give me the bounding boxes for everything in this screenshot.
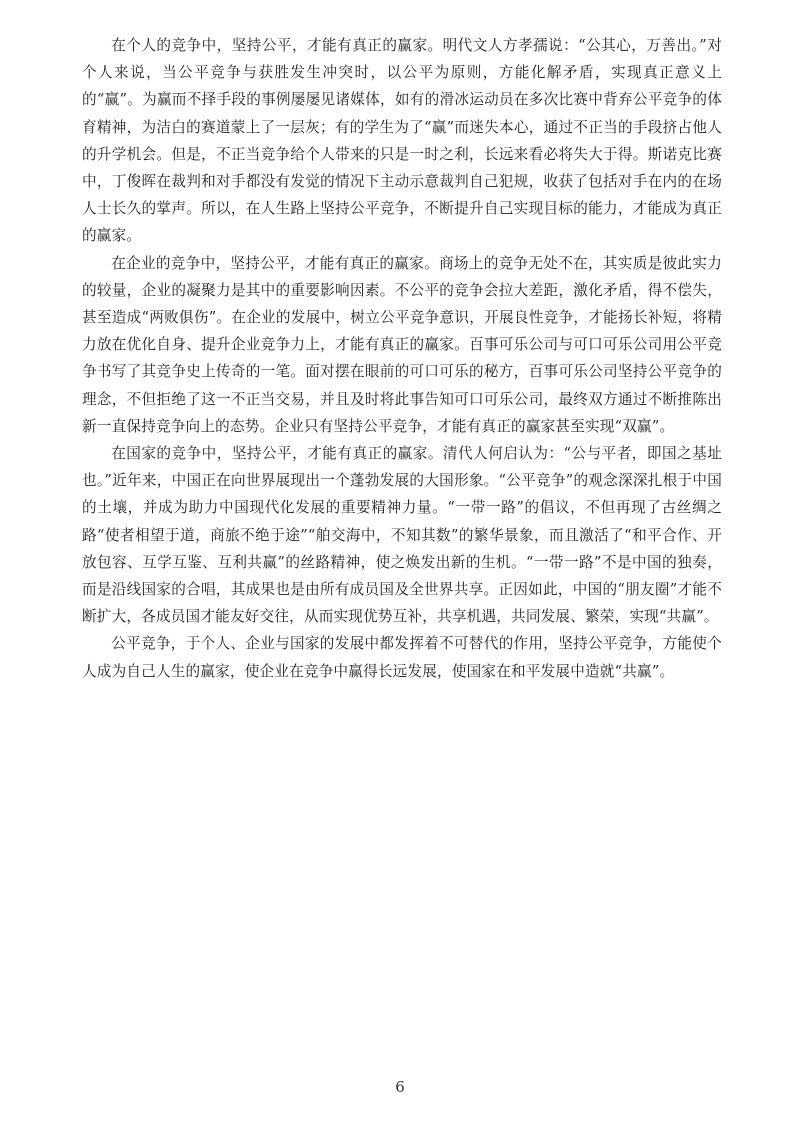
paragraph-personal-competition: 在个人的竞争中，坚持公平，才能有真正的赢家。明代文人方孝孺说：“公其心，万善出。”对个人来说，当公平竞争与获胜发生冲突时，以公平为原则，方能化解矛盾，实现真正意义上的“赢”。为赢而不择手段的事例屡屡见诸媒体，如有的滑冰运动员在多次比赛中背弃公平竞争的体育精神，为洁白的赛道蒙上了一层灰；有的学生为了“赢”而迷失本心，通过不正当的手段挤占他人的升学机会。但是，不正当竞争给个人带来的只是一时之利，长远来看必将失大于得。斯诺克比赛中，丁俊晖在裁判和对手都没有发觉的情况下主动示意裁判自己犯规，收获了包括对手在内的在场人士长久的掌声。所以，在人生路上坚持公平竞争，不断提升自己实现目标的能力，才能成为真正的赢家。 [82,37,722,245]
essay-body [82,32,722,685]
paragraph-enterprise-competition: 在企业的竞争中，坚持公平，才能有真正的赢家。商场上的竞争无处不在，其实质是彼此实力的较量，企业的凝聚力是其中的重要影响因素。不公平的竞争会拉大差距，激化矛盾，得不偿失，甚至造成“两败俱伤”。在企业的发展中，树立公平竞争意识，开展良性竞争，才能扬长补短，将精力放在优化自身、提升企业竞争力上，才能有真正的赢家。百事可乐公司与可口可乐公司用公平竞争书写了其竞争史上传奇的一笔。面对摆在眼前的可口可乐的秘方，百事可乐公司坚持公平竞争的理念，不但拒绝了这一不正当交易，并且及时将此事告知可口可乐公司，最终双方通过不断推陈出新一直保持竞争向上的态势。企业只有坚持公平竞争，才能有真正的赢家甚至实现“双赢”。 [82,254,722,435]
page-number: 6 [395,1078,405,1096]
paragraph-national-competition: 在国家的竞争中，坚持公平，才能有真正的赢家。清代人何启认为：“公与平者，即国之基址也。”近年来，中国正在向世界展现出一个蓬勃发展的大国形象。“公平竞争”的观念深深扎根于中国的土壤，并成为助力中国现代化发展的重要精神力量。“一带一路”的倡议，不但再现了古丝绸之路“使者相望于道，商旅不绝于途”“舶交海中，不知其数”的繁华景象，而且激活了“和平合作、开放包容、互学互鉴、互利共赢”的丝路精神，使之焕发出新的生机。“一带一路”不是中国的独奏，而是沿线国家的合唱，其成果也是由所有成员国及全世界共享。正因如此，中国的“朋友圈”才能不断扩大，各成员国才能友好交往，从而实现优势互补，共享机遇，共同发展、繁荣，实现“共赢”。 [82,445,722,626]
paragraph-conclusion: 公平竞争，于个人、企业与国家的发展中都发挥着不可替代的作用，坚持公平竞争，方能使个人成为自己人生的赢家，使企业在竞争中赢得长远发展，使国家在和平发展中造就“共赢”。 [82,635,722,680]
